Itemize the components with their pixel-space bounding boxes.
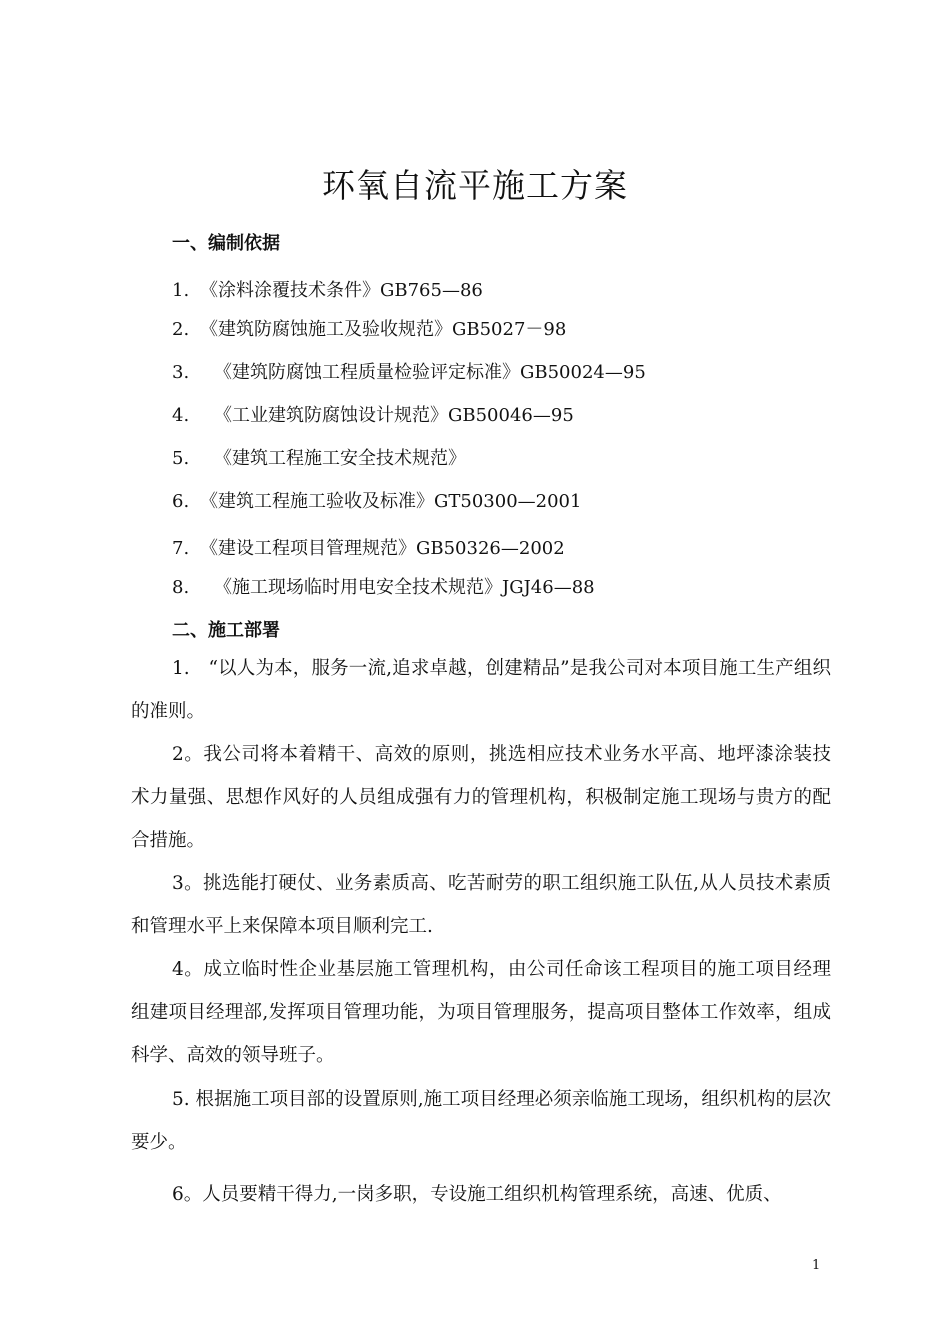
reference-item <box>172 534 565 560</box>
reference-number: 6. <box>172 491 190 512</box>
section-heading-basis: 一、编制依据 <box>172 233 280 254</box>
body-paragraph: 5. 根据施工项目部的设置原则,施工项目经理必须亲临施工现场，组织机构的层次要少。 <box>131 1089 831 1153</box>
body-paragraph: 3。挑选能打硬仗、业务素质高、吃苦耐劳的职工组织施工队伍,从人员技术素质和管理水平上来保障本项目顺利完工. <box>131 873 831 937</box>
document-title: 环氧自流平施工方案 <box>322 166 628 205</box>
body-paragraph: 1. “以人为本，服务一流,追求卓越，创建精品”是我公司对本项目施工生产组织的准则。 <box>131 658 831 722</box>
reference-text: 《建筑防腐蚀工程质量检验评定标准》GB50024—95 <box>214 362 646 383</box>
reference-text: 《建筑工程施工验收及标准》GT50300—2001 <box>200 491 582 512</box>
reference-text: 《建设工程项目管理规范》GB50326—2002 <box>200 538 565 559</box>
reference-number: 8. <box>172 577 190 598</box>
reference-number: 4. <box>172 405 190 426</box>
body-paragraph: 4。成立临时性企业基层施工管理机构，由公司任命该工程项目的施工项目经理组建项目经理部,发挥项目管理功能，为项目管理服务，提高项目整体工作效率，组成科学、高效的领导班子。 <box>131 959 831 1066</box>
reference-text: 《建筑防腐蚀施工及验收规范》GB5027－98 <box>200 319 567 340</box>
reference-number: 7. <box>172 538 190 559</box>
reference-number: 5. <box>172 448 190 469</box>
reference-text: 《施工现场临时用电安全技术规范》JGJ46—88 <box>214 577 595 598</box>
body-paragraph: 6。人员要精干得力,一岗多职，专设施工组织机构管理系统，高速、优质、 <box>172 1184 782 1205</box>
reference-item <box>172 401 574 427</box>
reference-number: 3. <box>172 362 190 383</box>
reference-item <box>172 444 466 470</box>
reference-item <box>172 487 581 513</box>
reference-item <box>172 276 483 302</box>
page-number: 1 <box>812 1258 821 1273</box>
reference-item <box>172 315 566 341</box>
body-paragraph: 2。我公司将本着精干、高效的原则，挑选相应技术业务水平高、地坪漆涂装技术力量强、思想作风好的人员组成强有力的管理机构，积极制定施工现场与贵方的配合措施。 <box>131 744 831 851</box>
reference-number: 1. <box>172 280 190 301</box>
reference-text: 《建筑工程施工安全技术规范》 <box>214 448 466 469</box>
reference-text: 《涂料涂覆技术条件》GB765—86 <box>200 280 483 301</box>
reference-text: 《工业建筑防腐蚀设计规范》GB50046—95 <box>214 405 574 426</box>
reference-number: 2. <box>172 319 190 340</box>
section-heading-deployment: 二、施工部署 <box>172 620 280 641</box>
reference-item <box>172 573 595 599</box>
reference-item <box>172 358 646 384</box>
